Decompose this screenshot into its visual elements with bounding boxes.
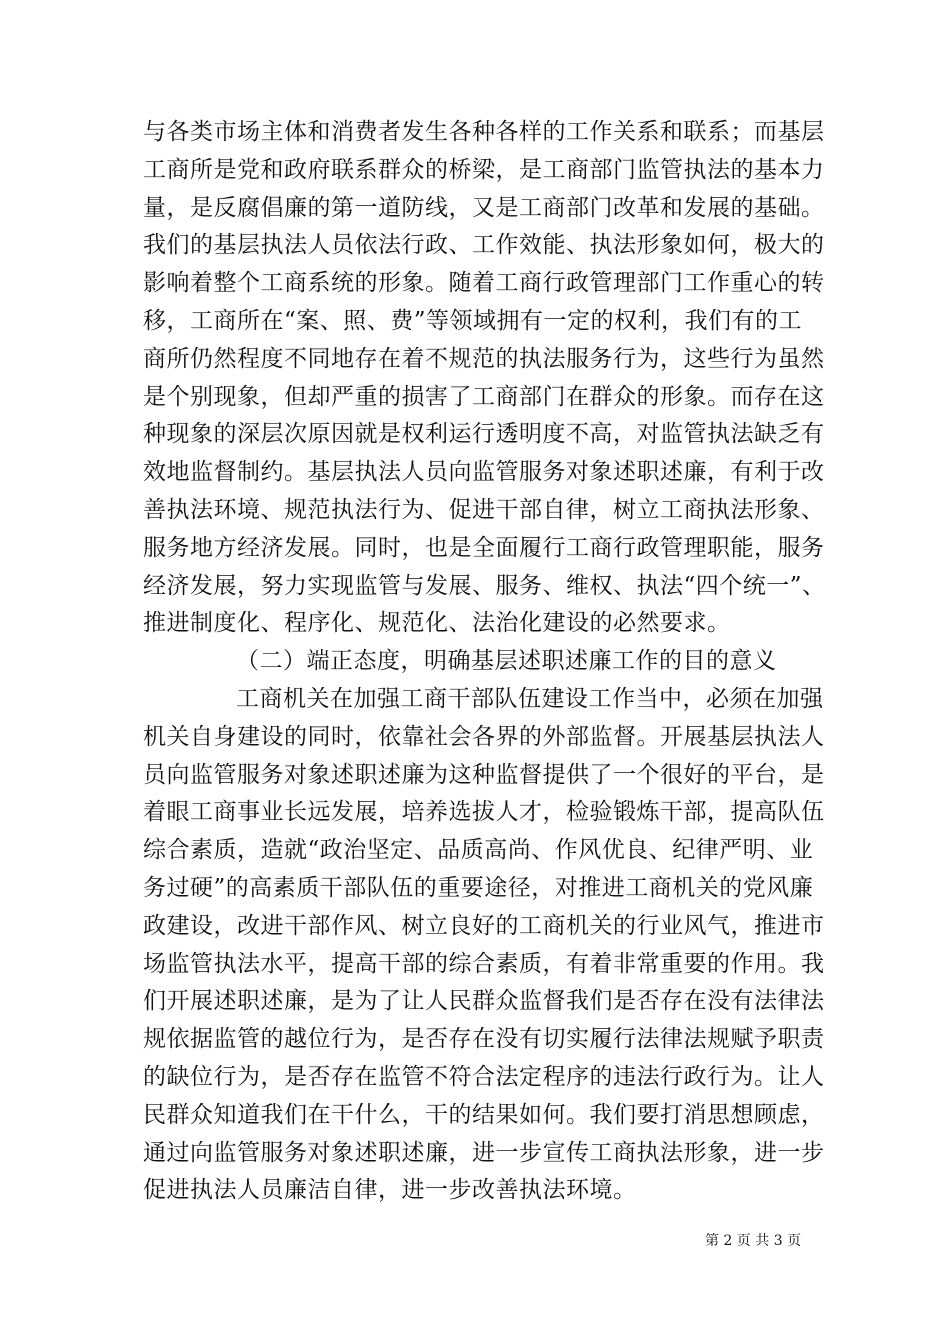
page-footer: 第 2 页 共 3 页 <box>705 1233 802 1249</box>
text-line: 务过硬”的高素质干部队伍的重要途径，对推进工商机关的党风廉 <box>143 875 814 901</box>
section-heading: （二）端正态度，明确基层述职述廉工作的目的意义 <box>236 648 777 674</box>
text-line: 我们的基层执法人员依法行政、工作效能、执法形象如何，极大的 <box>143 232 825 258</box>
text-line: 善执法环境、规范执法行为、促进干部自律，树立工商执法形象、 <box>143 497 825 523</box>
text-line: 民群众知道我们在干什么，干的结果如何。我们要打消思想顾虑， <box>143 1102 825 1128</box>
text-line: 工商所是党和政府联系群众的桥梁，是工商部门监管执法的基本力 <box>143 157 825 183</box>
text-line: 规依据监管的越位行为，是否存在没有切实履行法律法规赋予职责 <box>143 1026 825 1052</box>
text-line: 场监管执法水平，提高干部的综合素质，有着非常重要的作用。我 <box>143 951 825 977</box>
text-line: 工商机关在加强工商干部队伍建设工作当中，必须在加强 <box>236 686 824 712</box>
text-line: 效地监督制约。基层执法人员向监管服务对象述职述廉，有利于改 <box>143 459 825 485</box>
text-line: 的缺位行为，是否存在监管不符合法定程序的违法行政行为。让人 <box>143 1064 825 1090</box>
text-line: 商所仍然程度不同地存在着不规范的执法服务行为，这些行为虽然 <box>143 346 825 372</box>
text-line: 政建设，改进干部作风、树立良好的工商机关的行业风气，推进市 <box>143 913 825 939</box>
text-line: 着眼工商事业长远发展，培养选拔人才，检验锻炼干部，提高队伍 <box>143 799 825 825</box>
text-line: 量，是反腐倡廉的第一道防线，又是工商部门改革和发展的基础。 <box>143 195 825 221</box>
text-line: 通过向监管服务对象述职述廉，进一步宣传工商执法形象，进一步 <box>143 1140 825 1166</box>
text-line: 是个别现象，但却严重的损害了工商部门在群众的形象。而存在这 <box>143 384 825 410</box>
text-line: 促进执法人员廉洁自律，进一步改善执法环境。 <box>143 1177 637 1203</box>
text-line: 推进制度化、程序化、规范化、法治化建设的必然要求。 <box>143 610 731 636</box>
text-line: 与各类市场主体和消费者发生各种各样的工作关系和联系；而基层 <box>143 119 825 145</box>
text-line: 移，工商所在“案、照、费”等领域拥有一定的权利，我们有的工 <box>143 308 803 334</box>
text-line: 服务地方经济发展。同时，也是全面履行工商行政管理职能，服务 <box>143 535 825 561</box>
text-line: 影响着整个工商系统的形象。随着工商行政管理部门工作重心的转 <box>143 270 825 296</box>
text-line: 经济发展，努力实现监管与发展、服务、维权、执法“四个统一”、 <box>143 573 826 599</box>
text-line: 种现象的深层次原因就是权利运行透明度不高，对监管执法缺乏有 <box>143 421 825 447</box>
text-line: 综合素质，造就“政治坚定、品质高尚、作风优良、纪律严明、业 <box>143 837 814 863</box>
text-line: 员向监管服务对象述职述廉为这种监督提供了一个很好的平台，是 <box>143 762 825 788</box>
text-line: 机关自身建设的同时，依靠社会各界的外部监督。开展基层执法人 <box>143 724 825 750</box>
text-line: 们开展述职述廉，是为了让人民群众监督我们是否存在没有法律法 <box>143 988 825 1014</box>
